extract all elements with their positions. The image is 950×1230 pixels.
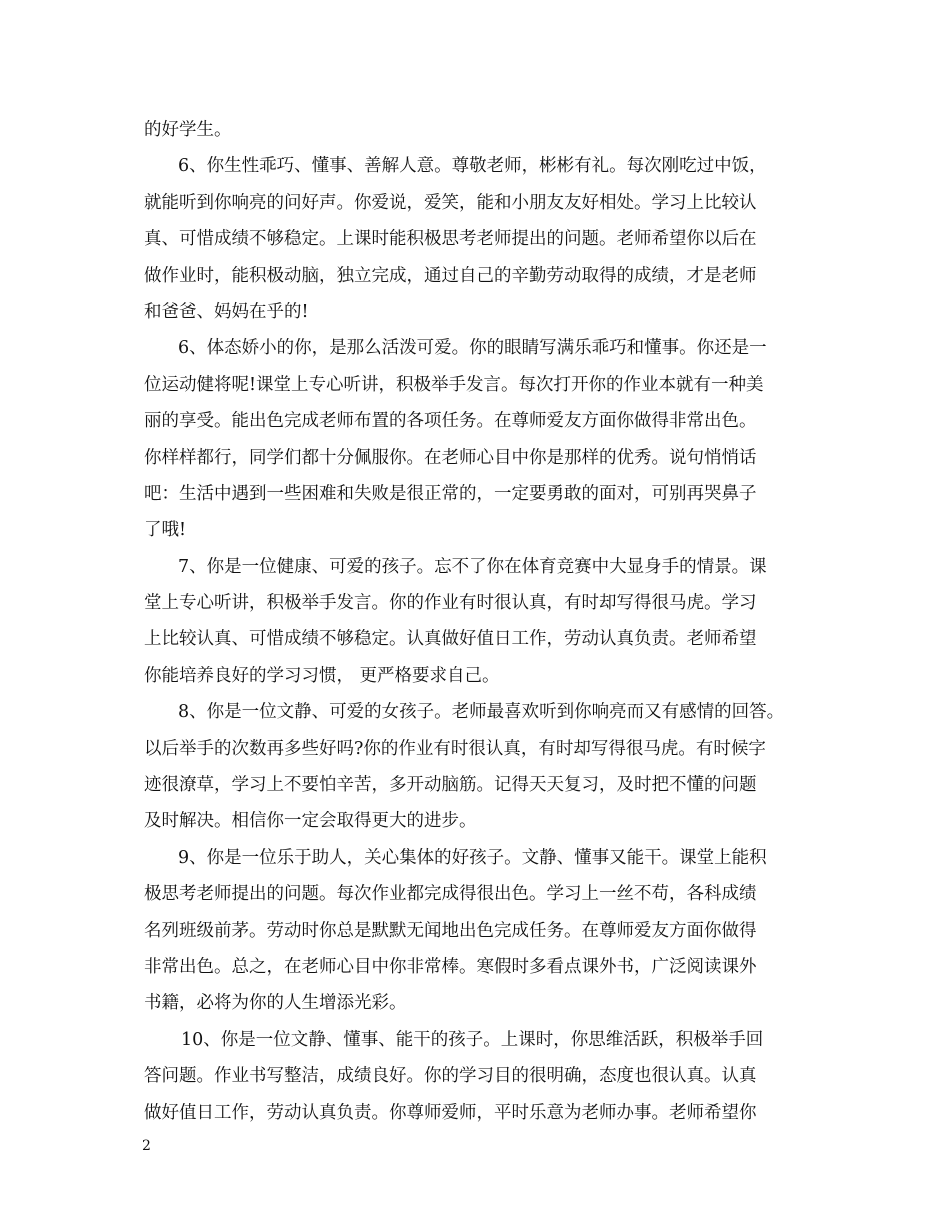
- paragraph-line: 吧：生活中遇到一些困难和失败是很正常的，一定要勇敢的面对，可别再哭鼻子: [144, 483, 757, 504]
- paragraph-line: 做好值日工作，劳动认真负责。你尊师爱师，平时乐意为老师办事。老师希望你: [144, 1102, 757, 1123]
- page-number: 2: [142, 1138, 151, 1154]
- paragraph-line: 丽的享受。能出色完成老师布置的各项任务。在尊师爱友方面你做得非常出色。: [144, 411, 757, 432]
- paragraph-line: 和爸爸、妈妈在乎的!: [144, 301, 309, 322]
- paragraph-line: 做作业时，能积极动脑，独立完成，通过自己的辛勤劳动取得的成绩，才是老师: [144, 265, 757, 286]
- comment-paragraph-6a: [144, 148, 816, 330]
- paragraph-line: 书籍，必将为你的人生增添光彩。: [144, 993, 407, 1014]
- paragraph-line: 位运动健将呢!课堂上专心听讲，积极举手发言。每次打开你的作业本就有一种美: [144, 374, 764, 395]
- paragraph-line: 6、你生性乖巧、懂事、善解人意。尊敬老师，彬彬有礼。每次刚吃过中饭，: [178, 156, 767, 177]
- paragraph-line: 了哦!: [144, 520, 187, 541]
- paragraph-line: 7、你是一位健康、可爱的孩子。忘不了你在体育竞赛中大显身手的情景。课: [178, 556, 767, 577]
- paragraph-line: 就能听到你响亮的问好声。你爱说，爱笑，能和小朋友友好相处。学习上比较认: [144, 192, 757, 213]
- comment-paragraph-9: [144, 840, 816, 1022]
- paragraph-line: 你样样都行，同学们都十分佩服你。在老师心目中你是那样的优秀。说句悄悄话: [144, 447, 757, 468]
- comment-paragraph-7: [144, 549, 816, 695]
- comment-paragraph-8: [144, 694, 816, 840]
- comment-paragraph-6b: [144, 330, 816, 548]
- paragraph-line: 上比较认真、可惜成绩不够稳定。认真做好值日工作，劳动认真负责。老师希望: [144, 629, 757, 650]
- paragraph-line: 9、你是一位乐于助人，关心集体的好孩子。文静、懂事又能干。课堂上能积: [178, 847, 767, 868]
- paragraph-line: 8、你是一位文静、可爱的女孩子。老师最喜欢听到你响亮而又有感情的回答。: [178, 702, 785, 723]
- paragraph-line: 10、你是一位文静、懂事、能干的孩子。上课时，你思维活跃，积极举手回: [181, 1029, 764, 1050]
- paragraph-line: 堂上专心听讲，积极举手发言。你的作业有时很认真，有时却写得很马虎。学习: [144, 593, 757, 614]
- paragraph-line: 迹很潦草，学习上不要怕辛苦，多开动脑筋。记得天天复习，及时把不懂的问题: [144, 775, 757, 796]
- paragraph-line: 6、体态娇小的你，是那么活泼可爱。你的眼睛写满乐乖巧和懂事。你还是一: [178, 338, 767, 359]
- paragraph-line: 以后举手的次数再多些好吗?你的作业有时很认真，有时却写得很马虎。有时候字: [144, 738, 766, 759]
- paragraph-line: 及时解决。相信你一定会取得更大的进步。: [144, 811, 477, 832]
- paragraph-line: 名列班级前茅。劳动时你总是默默无闻地出色完成任务。在尊师爱友方面你做得: [144, 920, 757, 941]
- paragraph-continuation-line: 的好学生。: [144, 120, 232, 140]
- comment-paragraph-10: [144, 1022, 816, 1131]
- paragraph-line: 极思考老师提出的问题。每次作业都完成得很出色。学习上一丝不苟，各科成绩: [144, 884, 757, 905]
- document-body: [144, 112, 816, 1131]
- paragraph-line: 真、可惜成绩不够稳定。上课时能积极思考老师提出的问题。老师希望你以后在: [144, 229, 757, 250]
- paragraph-line: 答问题。作业书写整洁，成绩良好。你的学习目的很明确，态度也很认真。认真: [144, 1066, 757, 1087]
- paragraph-line: 你能培养良好的学习习惯， 更严格要求自己。: [144, 665, 500, 686]
- paragraph-line: 非常出色。总之，在老师心目中你非常棒。寒假时多看点课外书，广泛阅读课外: [144, 956, 757, 977]
